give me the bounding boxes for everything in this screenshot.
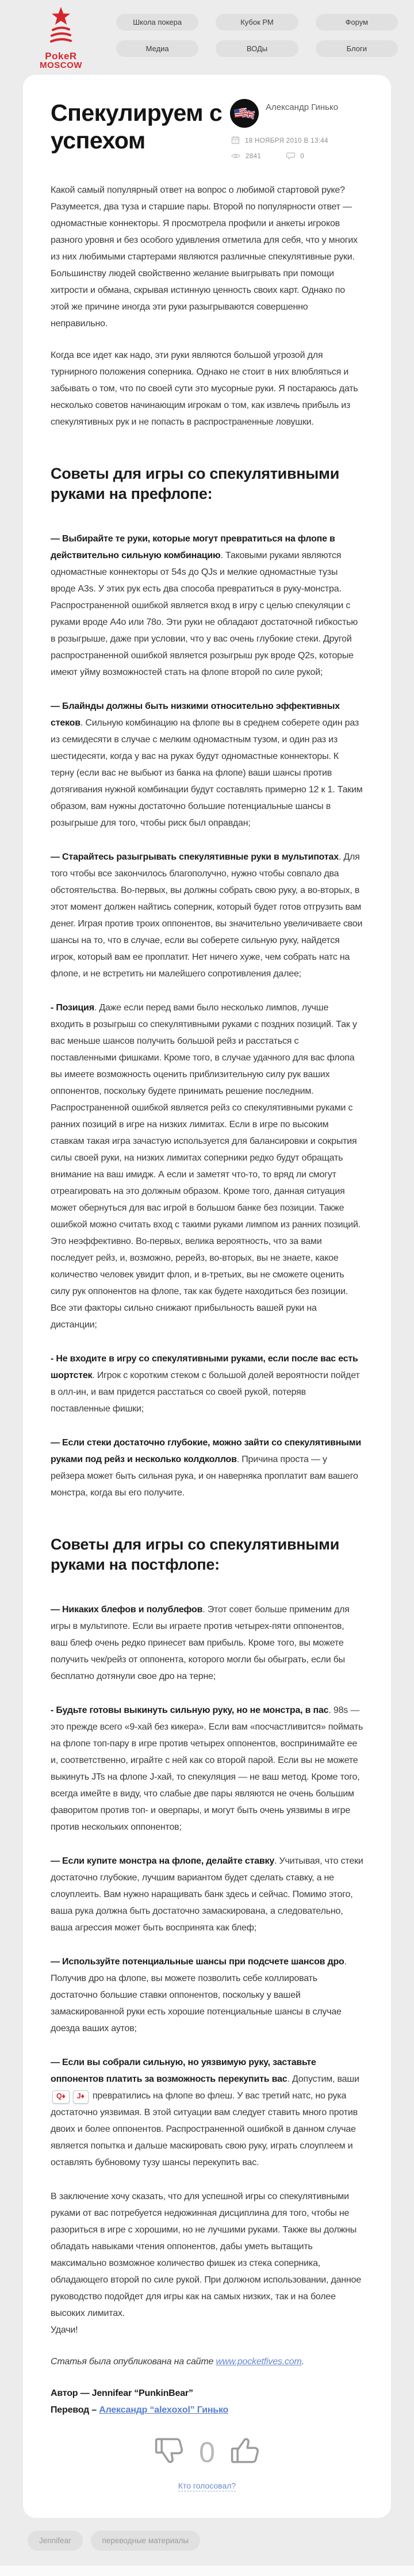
tip-text: . Даже если перед вами было несколько лимпов, лучше входить в розыгрыш со спекулятивными руками с поздних позиций. Так у вас меньше шансов получить большой рейз и расстаться с поставленными фишками. Кроме того, в случае удачного для вас флопа вы имеете возможность оценить приблизительную силу рук ваших оппонентов, поскольку будете принимать решение последним. Распространенной ошибкой является рейз со спекулятивными руками с ранних позиций в игре на низких лимитах. Если в игре по высоким ставкам такая игра зачастую используется для балансировки и сокрытия силы своей руки, на низких лимитах соперники редко будут обращать внимание на ваш имидж. А если и заметят что-то, то вряд ли смогут отреагировать на это должным образом. Кроме того, данная ситуация может обернуться для вас игрой в большом банке без позиции. Также ошибкой можно считать вход с такими руками лимпом из ранних позиций. Это неэффективно. Во-первых, велика вероятность, что за вами последует рейз, и, возможно, ререйз, во-вторых, вы не знаете, какое количество человек увидит флоп, и в-третьих, вы не сможете оценить силу рук оппонентов на флопе, так как будете находиться без позиции. Все эти факторы сильно снижают прибыльность вашей руки на дистанции;: [51, 1003, 361, 1330]
stats-row: [231, 152, 363, 161]
author-avatar[interactable]: [230, 99, 259, 128]
credits-block: [51, 2385, 363, 2418]
vote-count: 0: [199, 2436, 215, 2468]
nav-item-forum[interactable]: Форум: [316, 14, 398, 30]
site-header: [0, 0, 414, 75]
tip-lead: - Не входите в игру со спекулятивными руками, если после вас есть шортстек: [51, 1354, 358, 1381]
tip-text: . Для того чтобы все закончилось благополучно, нужно чтобы совпало два обстоятельства. Во-первых, вы должны собрать свою руку, а во-вторых, в этот момент должен найтись соперник, который будет готов отгрузить вам денег. Играя против троих оппонентов, вы значительно увеличиваете свои шансы на то, что в случае, если вы соберете сильную руку, найдется игрок, который вам ее проплатит. Нет ничего хуже, чем собрать натс на флопе, и не встретить ни малейшего сопротивления далее;: [51, 852, 363, 979]
section-heading-postflop: Советы для игры со спекулятивными руками на постфлопе:: [51, 1536, 340, 1574]
thumb-down-icon[interactable]: [153, 2433, 185, 2471]
tip-lead: - Позиция: [51, 1003, 94, 1013]
tip-text: . 98s — это прежде всего «9-хай без кикера». Если вам «посчастливится» поймать на флопе топ-пару в игре против четырех оппонентов, воспринимайте ее и, соответственно, играйте с ней как со второй парой. Если вы не можете выкинуть JTs на флопе J-хай, то спекуляция — не ваш метод. Кроме того, всегда имейте в виду, что слабые две пары являются не очень большим фаворитом против топ- и оверпары, и могут быть очень уязвимы в игре против нескольких оппонентов;: [51, 1705, 363, 1833]
translation-credit-label: Перевод –: [51, 2405, 99, 2415]
calendar-icon: [231, 136, 240, 146]
tip-lead: — Никаких блефов и полублефов: [51, 1605, 203, 1615]
tip-lead: - Будьте готовы выкинуть сильную руку, но не монстра, в пас: [51, 1705, 329, 1716]
good-luck-text: Удачи!: [51, 2325, 78, 2335]
tip: [51, 849, 363, 982]
logo-text-top: PokeR: [45, 51, 77, 62]
tags-row: [28, 2531, 386, 2551]
tip-text: . Получив дро на флопе, вы можете позволить себе коллировать достаточно большие ставки оппонентов, поскольку у вашей замаскированной руки есть хорошие потенциальные шансы в случае доезда ваших аутов;: [51, 1957, 347, 2034]
views-count: 2841: [246, 153, 262, 160]
article-card: [23, 75, 391, 2518]
tip-text: . Игрок с коротким стеком с большой долей вероятности пойдет в олл-ин, и вам придется расстаться со своей рукой, потеряв поставленные фишки;: [51, 1371, 360, 1414]
tip-text: . Причина проста — у рейзера может быть сильная рука, и он наверняка проплатит вам вашего монстра, когда вы его получите.: [51, 1455, 358, 1498]
footer-strip: [0, 2566, 414, 2576]
source-suffix: .: [301, 2357, 304, 2367]
nav-item-vods[interactable]: ВОДы: [216, 40, 298, 57]
tip: [51, 1702, 363, 1835]
tip: [51, 2054, 363, 2171]
main-nav: [116, 14, 398, 57]
section-heading-preflop: Советы для игры со спекулятивными руками на префлопе:: [51, 465, 340, 503]
article-header: [51, 99, 363, 161]
tip-text: . Допустим, ваши: [287, 2074, 359, 2085]
tip-lead: — Используйте потенциальные шансы при подсчете шансов дро: [51, 1957, 344, 1967]
tip-lead: — Выбирайте те руки, которые могут превратиться на флопе в действительно сильную комбинацию: [51, 534, 335, 561]
author-link[interactable]: [230, 99, 363, 128]
logo-text: [21, 51, 101, 70]
views-icon: [231, 152, 240, 161]
tag-translated-materials[interactable]: переводные материалы: [91, 2531, 201, 2551]
publish-date: 18 НОЯБРЯ 2010 В 13:44: [245, 138, 328, 144]
conclusion-text: В заключение хочу сказать, что для успешной игры со спекулятивными руками от вас потребуется недюжинная дисциплина для того, чтобы не разориться в игре с хорошими, но не лучшими руками. Также вы должны обладать навыками чтения оппонентов, дабы уметь вытащить максимально возможное количество фишек из стека соперника, обладающего второй по силе рукой. При должном использовании, данное руководство подойдет для игры как на самых низких, так и на более высоких лимитах.: [51, 2192, 362, 2319]
source-note: [51, 2353, 363, 2370]
tip-text: . Этот совет больше применим для игры в мультипоте. Если вы играете против четырех-пяти оппонентов, ваш блеф очень редко принесет вам прибыль. Кроме того, вы можете получить чек/рейз от оппонента, которого могли бы обыграть, если бы бесплатно дотянули свое дро на терне;: [51, 1605, 350, 1682]
intro-paragraph: Когда все идет как надо, эти руки являются большой угрозой для турнирного положения соперника. Однако не стоит в них влюбляться и забывать о том, что по своей сути это мусорные руки. Я постараюсь дать несколько советов начинающим игрокам о том, как извлечь прибыль из спекулятивных рук и не попасть в распространенные ловушки.: [51, 350, 358, 427]
comments-count: 0: [300, 153, 304, 160]
tip-text: . Таковыми руками являются одномастные коннекторы от 54s до QJs и мелкие одномастные тузы вроде A3s. У этих рук есть два способа превратиться в руку-монстра. Распространенной ошибкой является вход в игру с целью спекуляции с руками вроде A4o или 78o. Эти руки не обладают достаточной гибкостью в розыгрыше, даже при условии, что у вас очень глубокие стеки. Другой распространенной ошибкой является розыгрыш рук вроде Q2s, которые имеют уйму возможностей стать на флопе второй по силе рукой;: [51, 551, 358, 678]
tip-lead: — Блайнды должны быть низкими относительно эффективных стеков: [51, 701, 340, 728]
pocketfives-link[interactable]: www.pocketfives.com: [216, 2357, 302, 2367]
voting-widget: [51, 2433, 363, 2471]
tip: [51, 1601, 363, 1685]
publish-date-row: [231, 136, 363, 146]
intro-paragraph: Какой самый популярный ответ на вопрос о любимой стартовой руке? Разумеется, два туза и старшие пары. Второй по популярности ответ — одномастные коннекторы. Я просмотрела профили и анкеты игроков разного уровня и без особого удивления отметила для себя, что у многих из них любимыми стартерами являются различные спекулятивные руки. Большинству людей свойственно желание выигрывать при помощи хитрости и обмана, скрывая истинную ценность своих карт. Однако по этой же причине иногда эти руки разыгрываются совершенно неправильно.: [51, 185, 358, 329]
nav-item-media[interactable]: Медиа: [116, 40, 198, 57]
tip-text: . Сильную комбинацию на флопе вы в среднем соберете один раз из семидесяти в случае с мелким одномастным тузом, и один раз из шестидесяти, когда у вас на руках будут одномастные коннекторы. К терну (если вас не выбьют из банка на флопе) ваши шансы против дотягивания нужной комбинации будут составлять примерно 12 к 1. Таким образом, вам нужны достаточно большие потенциальные шансы в розыгрыше для того, чтобы риск был оправдан;: [51, 718, 363, 829]
author-name[interactable]: Александр Гинько: [266, 102, 339, 112]
tip-lead: — Если стеки достаточно глубокие, можно зайти со спекулятивными руками под рейз и несколько колдколлов: [51, 1438, 362, 1465]
who-voted-link[interactable]: Кто голосовал?: [178, 2481, 236, 2491]
logo-star-tower-icon: [43, 41, 79, 51]
article-meta: [230, 136, 363, 161]
tip-lead: — Если вы собрали сильную, но уязвимую руку, заставьте оппонентов платить за возможность перекупить вас: [51, 2058, 316, 2085]
page-title: Спекулируем с успехом: [51, 100, 223, 154]
tip: [51, 1434, 363, 1501]
nav-item-cup-rm[interactable]: Кубок РМ: [216, 14, 298, 30]
translator-link[interactable]: Александр “alexoxol” Гинько: [99, 2405, 229, 2415]
tip: [51, 1853, 363, 1936]
author-block: [230, 99, 363, 161]
site-logo[interactable]: [21, 6, 101, 70]
conclusion-paragraph: [51, 2188, 363, 2338]
tip: [51, 1953, 363, 2037]
logo-text-bottom: MOSCOW: [40, 60, 82, 70]
source-prefix: Статья была опубликована на сайте: [51, 2357, 216, 2367]
tip: [51, 999, 363, 1333]
tag-jennifear[interactable]: Jennifear: [28, 2531, 83, 2551]
tip-text: превратились на флопе во флеш. У вас третий натс, но рука достаточно уязвимая. В этой ситуации вам следует ставить много против двоих и более оппонентов. Распространенной ошибкой в данном случае является попытка и дальше маскировать свою руку, играть слоуплеем и оставлять бубновому тузу шансы перекупить вас.: [51, 2091, 358, 2168]
tip: [51, 531, 363, 681]
tip-text: . Учитывая, что стеки достаточно глубокие, лучшим вариантом будет сделать ставку, а не слоуплеить. Вам нужно наращивать банк здесь и сейчас. Помимо этого, ваша рука должна быть достаточно замаскирована, а следовательно, ваша агрессия может быть воспринята как блеф;: [51, 1856, 363, 1933]
tip: [51, 1350, 363, 1417]
tip: [51, 698, 363, 831]
tip-lead: — Если купите монстра на флопе, делайте ставку: [51, 1856, 275, 1867]
nav-item-blogs[interactable]: Блоги: [316, 40, 398, 57]
playing-card-jack-diamonds-icon: J♦: [73, 2090, 89, 2104]
nav-item-poker-school[interactable]: Школа покера: [116, 14, 198, 30]
playing-card-queen-diamonds-icon: Q♦: [52, 2090, 70, 2104]
tip-lead: — Старайтесь разыгрывать спекулятивные руки в мультипотах: [51, 852, 339, 863]
thumb-up-icon[interactable]: [229, 2433, 261, 2471]
article-body: [51, 182, 363, 2491]
comments-icon: [286, 152, 295, 161]
who-voted-wrap: [51, 2481, 363, 2491]
author-credit: Автор — Jennifear “PunkinBear”: [51, 2388, 193, 2399]
